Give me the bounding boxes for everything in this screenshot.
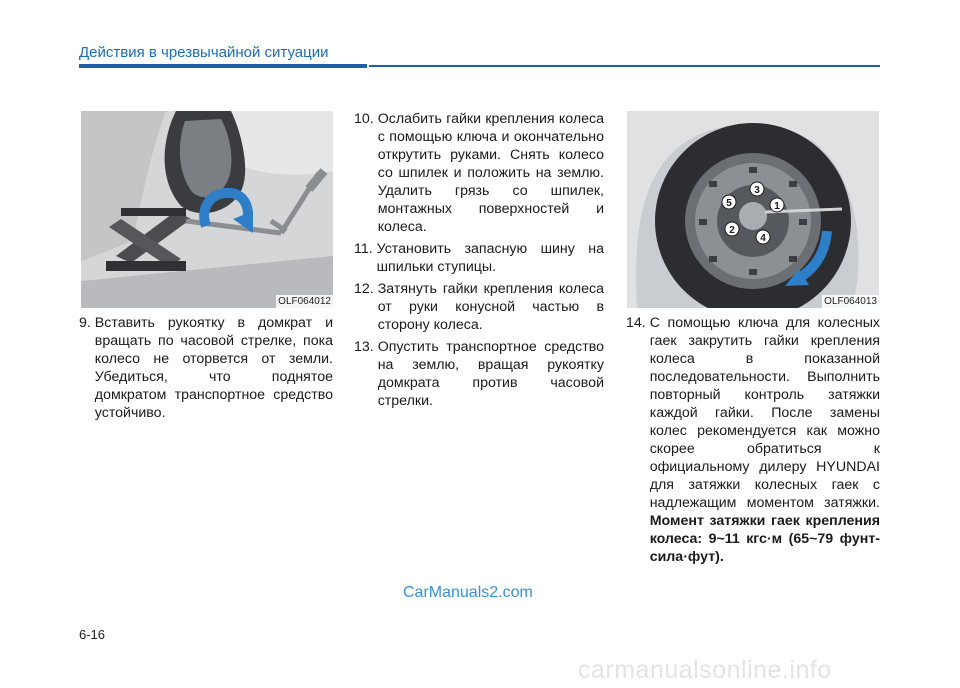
torque-spec: Момент затяжки гаек крепления колеса: 9~11 кгс·м (65~79 фунт-сила·фут). xyxy=(649,513,880,565)
step-14 xyxy=(626,314,880,566)
step-text: С помощью ключа для колесных гаек закрутить гайки крепления колеса в показанной последовательности. Выполнить повторный контроль затяжки каждой гайки. После замены колес рекомендуется как можно скорее обратиться к официальному дилеру HYUNDAI для затяжки колесных гаек с надлежащим моментом затяжки. xyxy=(649,315,880,511)
section-title: Действия в чрезвычайной ситуации xyxy=(79,44,329,61)
nut-2 xyxy=(725,222,739,236)
nut-3 xyxy=(750,182,764,196)
svg-text:5: 5 xyxy=(726,198,732,209)
jack-and-handle-illustration xyxy=(81,111,333,308)
step-number: 10. xyxy=(354,111,374,127)
step-number: 14. xyxy=(626,315,646,331)
svg-text:3: 3 xyxy=(754,185,760,196)
header-rule-light xyxy=(369,65,880,67)
step-number: 9. xyxy=(79,315,91,331)
column-middle xyxy=(354,110,604,414)
watermark-link[interactable]: CarManuals2.com xyxy=(403,584,533,601)
wheel-lug-nut-order-illustration xyxy=(627,111,879,308)
figure-code: OLF064012 xyxy=(278,296,331,307)
svg-text:2: 2 xyxy=(729,225,735,236)
step-text: Установить запасную шину на шпильки ступицы. xyxy=(376,241,604,275)
step-text: Опустить транспортное средство на землю, вращая рукоятку домкрата против часовой стрелки. xyxy=(377,339,604,409)
nut-1 xyxy=(770,198,784,212)
step-text: Затянуть гайки крепления колеса от руки конусной частью в сторону колеса. xyxy=(377,281,604,333)
step-9 xyxy=(79,314,333,422)
step-number: 13. xyxy=(354,339,374,355)
figure-wheel xyxy=(627,111,879,308)
step-number: 11. xyxy=(354,241,373,257)
footer-watermark: carmanualsonline.info xyxy=(578,656,832,684)
step-10 xyxy=(354,110,604,236)
step-11 xyxy=(354,240,604,276)
figure-code: OLF064013 xyxy=(824,296,877,307)
column-left xyxy=(79,314,333,426)
header-rule-dark xyxy=(79,64,367,68)
step-13 xyxy=(354,338,604,410)
page-number: 6-16 xyxy=(79,627,106,642)
nut-5 xyxy=(722,195,736,209)
svg-text:1: 1 xyxy=(774,201,780,212)
step-text-block xyxy=(650,314,880,566)
column-right xyxy=(626,314,880,570)
step-12 xyxy=(354,280,604,334)
figure-jack xyxy=(81,111,333,308)
step-text: Ослабить гайки крепления колеса с помощью ключа и окончательно открутить руками. Снять колесо со шпилек и положить на землю. Удалить грязь со шпилек, монтажных поверхностей и колеса. xyxy=(377,111,604,235)
step-text: Вставить рукоятку в домкрат и вращать по часовой стрелке, пока колесо не оторвется от земли. Убедиться, что поднятое домкратом транспортное средство устойчиво. xyxy=(94,315,333,421)
svg-text:4: 4 xyxy=(760,233,766,244)
step-number: 12. xyxy=(354,281,374,297)
nut-4 xyxy=(756,230,770,244)
